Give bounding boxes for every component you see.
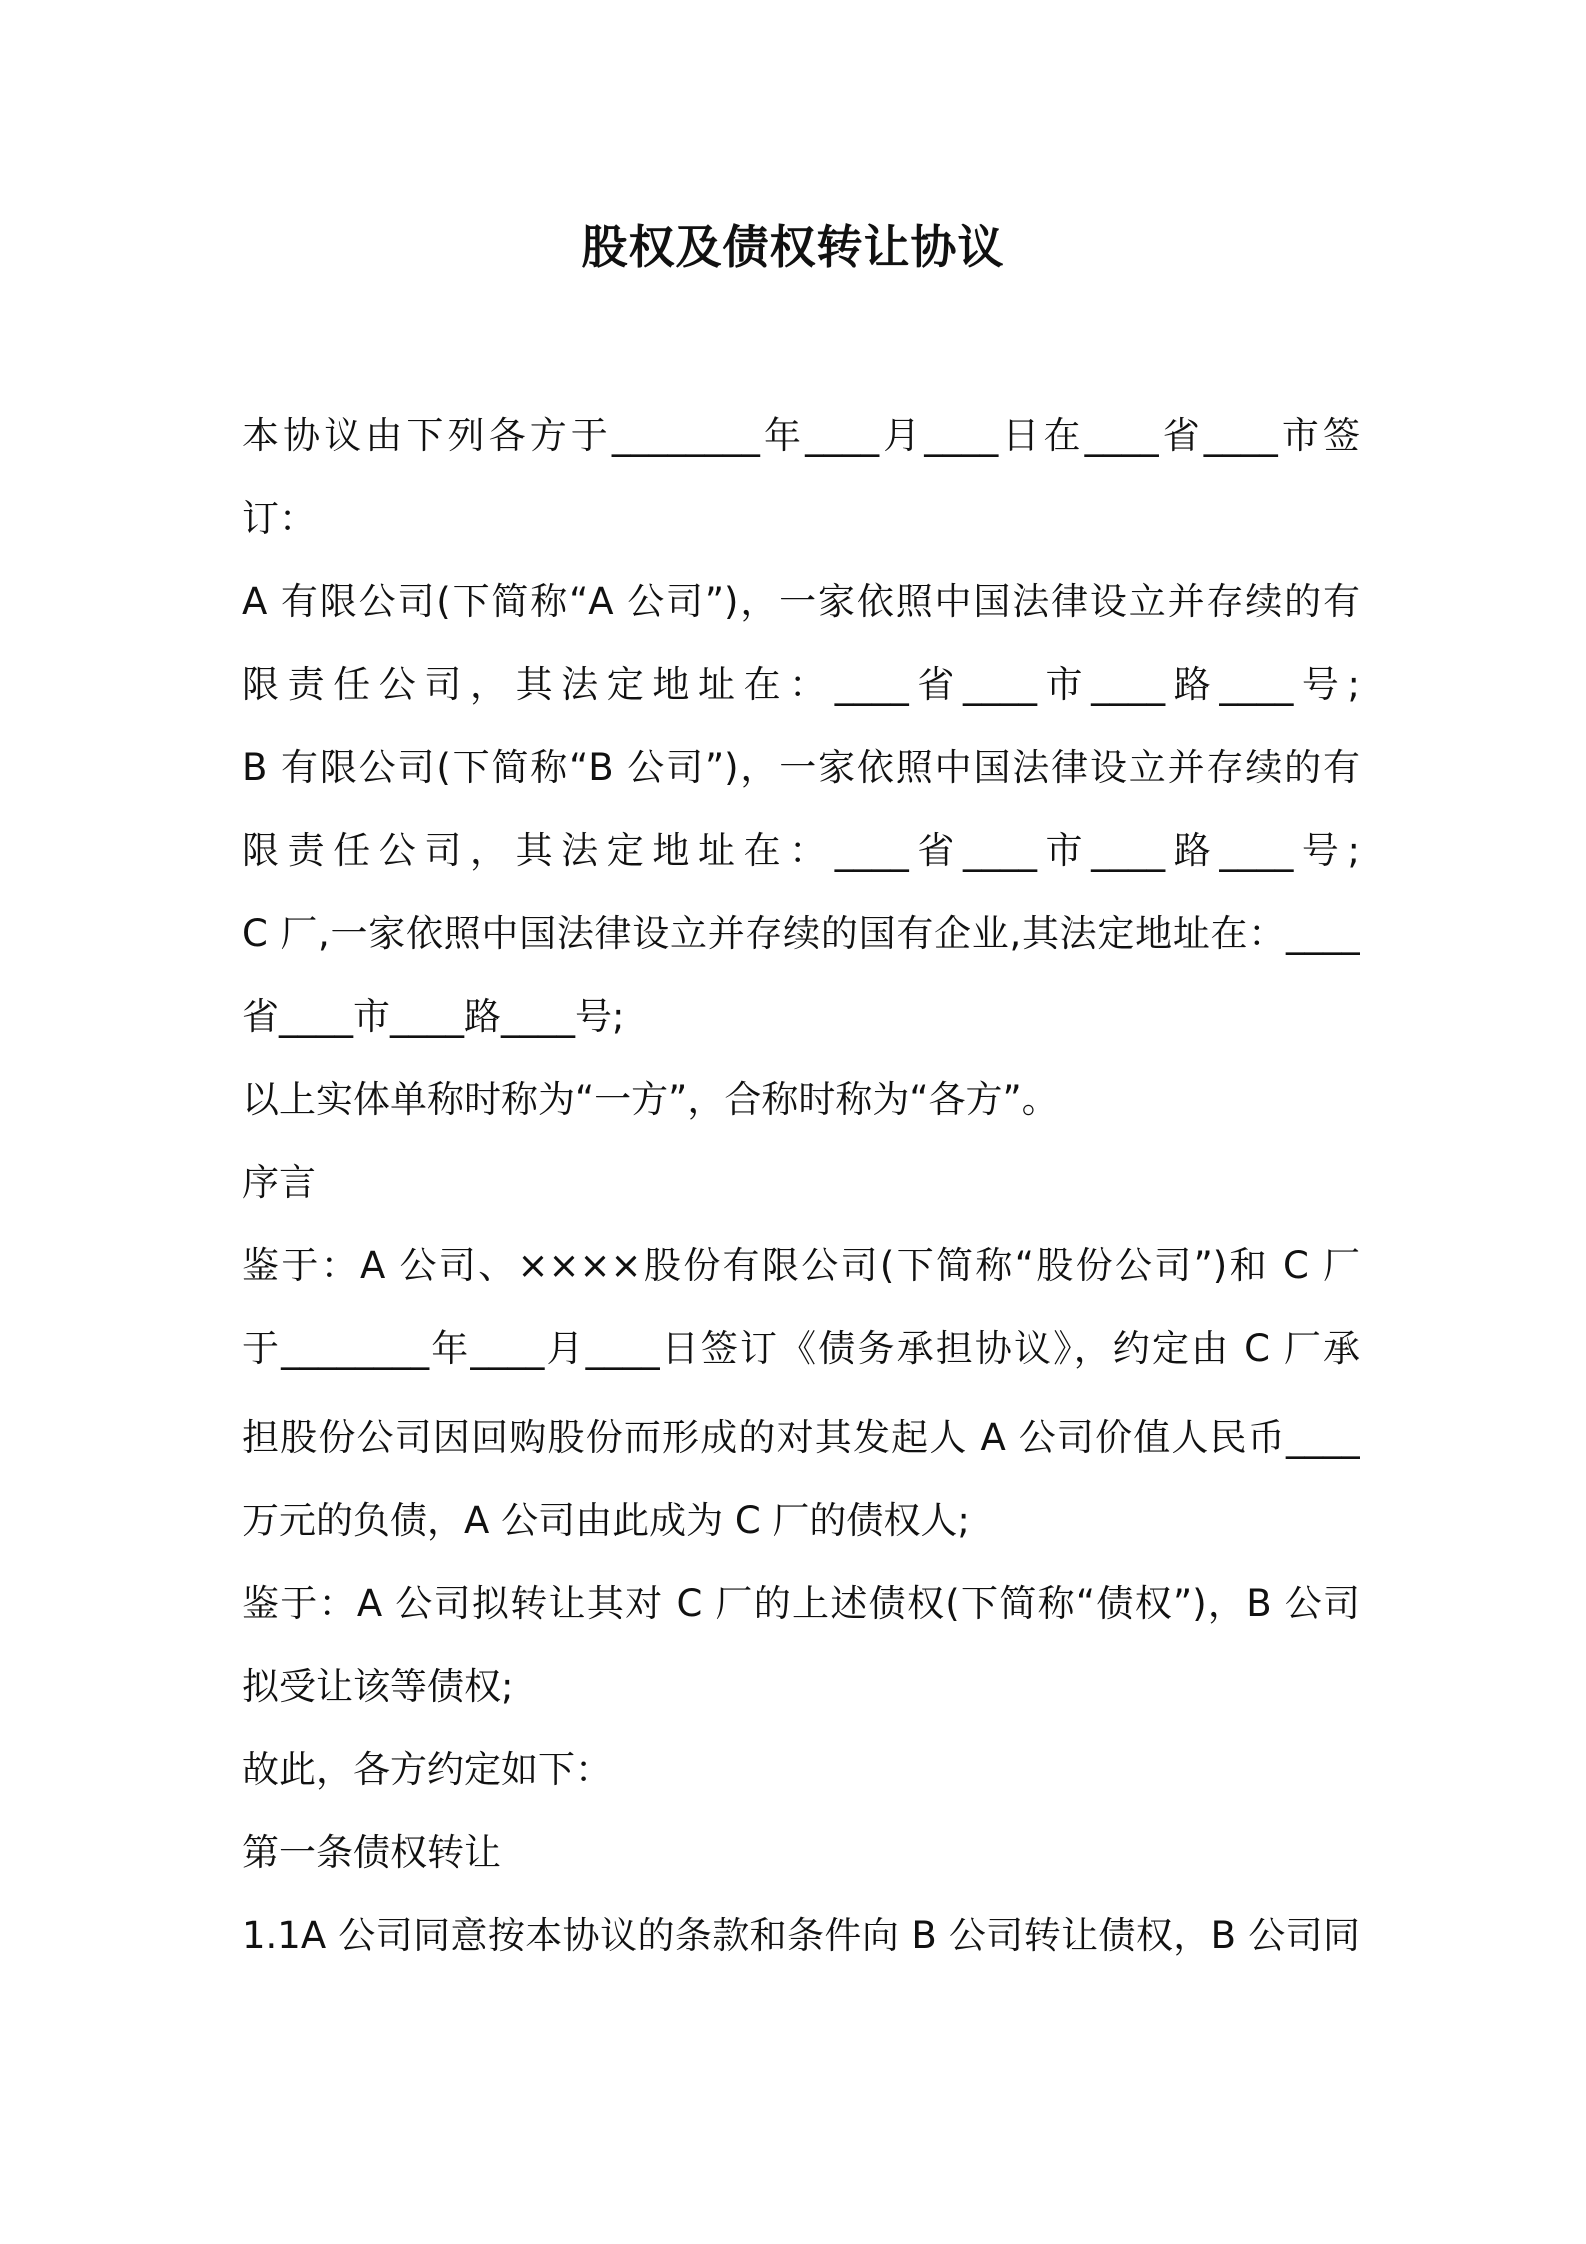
- text-line-15: 鉴于：A 公司拟转让其对 C 厂的上述债权(下简称“债权”)，B 公司: [242, 1582, 1360, 1625]
- text-line-3: A 有限公司(下简称“A 公司”)，一家依照中国法律设立并存续的有: [242, 580, 1360, 623]
- text-line-7: C 厂,一家依照中国法律设立并存续的国有企业,其法定地址在：____: [242, 912, 1360, 955]
- text-line-9: 以上实体单称时称为“一方”，合称时称为“各方”。: [242, 1078, 1059, 1121]
- text-line-16: 拟受让该等债权;: [242, 1665, 514, 1708]
- text-line-11: 鉴于：A 公司、××××股份有限公司(下简称“股份公司”)和 C 厂: [242, 1244, 1360, 1287]
- text-line-12: 于________年____月____日签订《债务承担协议》，约定由 C 厂承: [242, 1327, 1360, 1370]
- text-line-1: 本协议由下列各方于________年____月____日在____省____市签: [242, 414, 1360, 457]
- text-line-6: 限责任公司，其法定地址在：____省____市____路____号;: [242, 829, 1360, 872]
- text-line-19: 1.1A 公司同意按本协议的条款和条件向 B 公司转让债权，B 公司同: [242, 1914, 1360, 1957]
- section-heading-preamble: 序言: [242, 1161, 316, 1204]
- text-line-5: B 有限公司(下简称“B 公司”)，一家依照中国法律设立并存续的有: [242, 746, 1360, 789]
- text-line-17: 故此，各方约定如下：: [242, 1748, 612, 1791]
- text-line-8: 省____市____路____号;: [242, 995, 625, 1038]
- text-line-13: 担股份公司因回购股份而形成的对其发起人 A 公司价值人民币____: [242, 1416, 1360, 1459]
- text-line-4: 限责任公司，其法定地址在：____省____市____路____号;: [242, 663, 1360, 706]
- text-line-2: 订：: [242, 497, 316, 540]
- text-line-14: 万元的负债，A 公司由此成为 C 厂的债权人;: [242, 1499, 970, 1542]
- section-heading-article-1: 第一条债权转让: [242, 1831, 501, 1874]
- document-title: 股权及债权转让协议: [581, 220, 1005, 274]
